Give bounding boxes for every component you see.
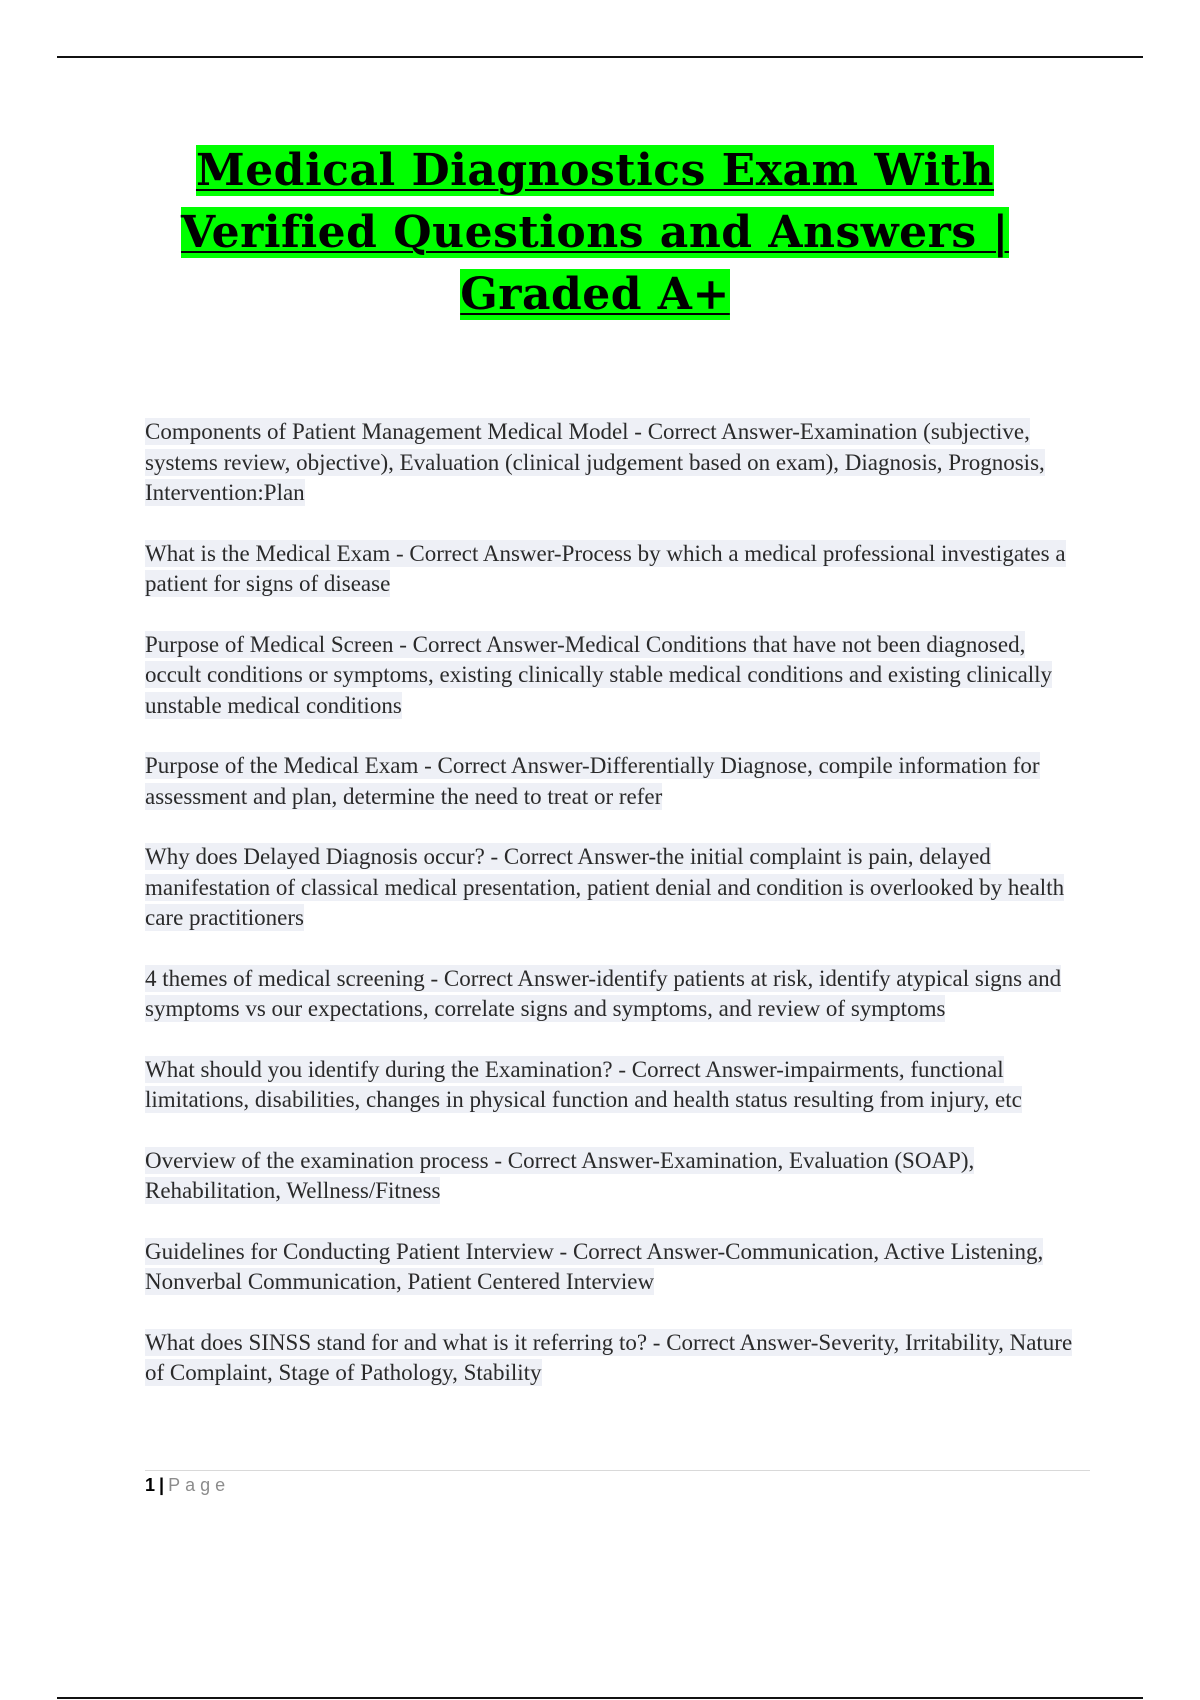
- qa-item: [145, 842, 1085, 934]
- qa-item-text: What does SINSS stand for and what is it referring to? - Correct Answer-Severity, Irritability, Nature of Complaint, Stage of Pathology, Stability: [145, 1329, 1073, 1385]
- document-title: [120, 140, 1070, 326]
- qa-item-text: 4 themes of medical screening - Correct Answer-identify patients at risk, identify atypical signs and symptoms vs our expectations, correlate signs and symptoms, and review of symptoms: [145, 965, 1062, 1021]
- document-title-block: [120, 140, 1070, 326]
- qa-item: [145, 1237, 1085, 1298]
- page-footer: [145, 1475, 230, 1496]
- qa-item-text: What should you identify during the Examination? - Correct Answer-impairments, functional limitations, disabilities, changes in physical function and health status resulting from injury, etc: [145, 1056, 1022, 1112]
- qa-item-text: Purpose of the Medical Exam - Correct Answer-Differentially Diagnose, compile information for assessment and plan, determine the need to treat or refer: [145, 753, 1040, 809]
- qa-item: [145, 1055, 1085, 1116]
- qa-item-text: Overview of the examination process - Correct Answer-Examination, Evaluation (SOAP), Rehabilitation, Wellness/Fitness: [145, 1147, 975, 1203]
- top-rule: [57, 56, 1143, 58]
- qa-item: [145, 1328, 1085, 1389]
- page-separator: |: [159, 1475, 165, 1495]
- qa-item-text: What is the Medical Exam - Correct Answer-Process by which a medical professional investigates a patient for signs of disease: [145, 540, 1066, 596]
- qa-item: [145, 630, 1085, 722]
- bottom-rule: [57, 1697, 1143, 1699]
- qa-item-text: Purpose of Medical Screen - Correct Answer-Medical Conditions that have not been diagnosed, occult conditions or symptoms, existing clinically stable medical conditions and existing clinically unstable medical conditions: [145, 631, 1053, 718]
- qa-item-text: Guidelines for Conducting Patient Interview - Correct Answer-Communication, Active Listening, Nonverbal Communication, Patient Centered Interview: [145, 1238, 1044, 1294]
- qa-item-text: Components of Patient Management Medical Model - Correct Answer-Examination (subjective, systems review, objective), Evaluation (clinical judgement based on exam), Diagnosis, Prognosis, Intervention:Plan: [145, 419, 1045, 505]
- document-title-text: Medical Diagnostics Exam With Verified Questions and Answers | Graded A+: [181, 145, 1009, 320]
- qa-item: [145, 417, 1085, 509]
- page-number: 1: [145, 1475, 156, 1495]
- footer-rule: [145, 1470, 1090, 1471]
- qa-item: [145, 751, 1085, 812]
- page-label: Page: [168, 1475, 231, 1495]
- qa-item: [145, 539, 1085, 600]
- qa-item: [145, 1146, 1085, 1207]
- qa-item: [145, 964, 1085, 1025]
- qa-list: [145, 417, 1085, 1419]
- qa-item-text: Why does Delayed Diagnosis occur? - Correct Answer-the initial complaint is pain, delayed manifestation of classical medical presentation, patient denial and condition is overlooked by health care practitioners: [145, 844, 1065, 930]
